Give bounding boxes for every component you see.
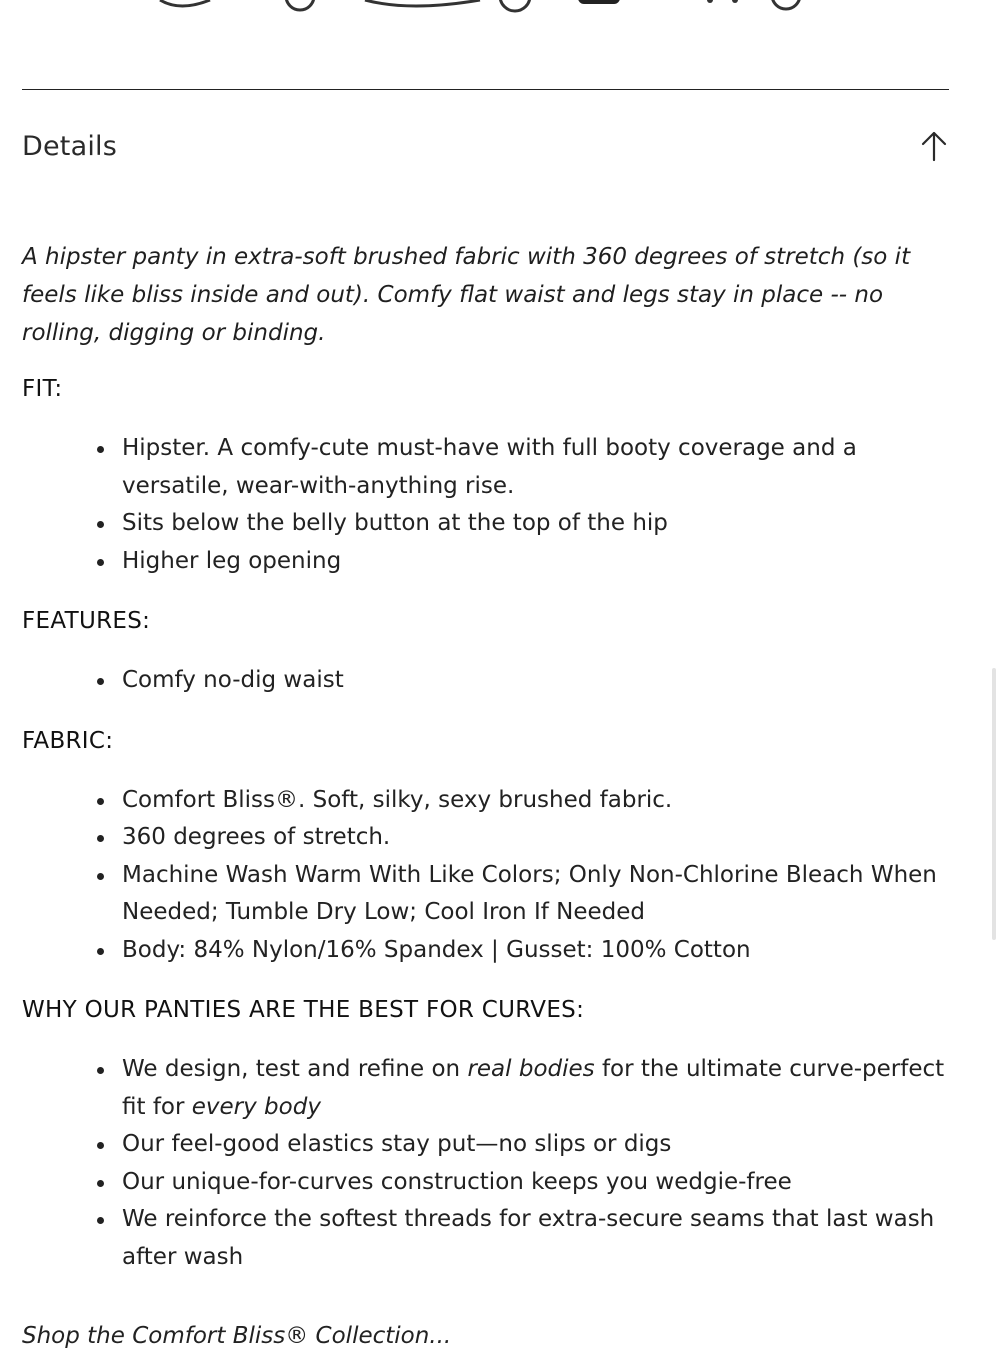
- care-square-icon: [578, 0, 620, 4]
- care-circle-icon: [286, 0, 314, 10]
- list-item: Our feel-good elastics stay put—no slips or digs: [122, 1126, 957, 1164]
- features-heading: FEATURES:: [22, 608, 151, 634]
- arrow-up-icon[interactable]: [919, 129, 949, 163]
- details-accordion-header[interactable]: [22, 116, 949, 176]
- list-item: We reinforce the softest threads for extra-secure seams that last wash after wash: [122, 1201, 957, 1276]
- scrollbar[interactable]: [992, 668, 996, 940]
- fit-heading: FIT:: [22, 376, 63, 402]
- fit-list: [22, 430, 957, 580]
- list-item: Sits below the belly button at the top of the hip: [122, 505, 957, 543]
- list-item: Body: 84% Nylon/16% Spandex | Gusset: 100% Cotton: [122, 932, 957, 970]
- emphasis-text: real bodies: [467, 1056, 595, 1082]
- list-item: Machine Wash Warm With Like Colors; Only Non-Chlorine Bleach When Needed; Tumble Dry Low; Cool Iron If Needed: [122, 857, 957, 932]
- list-item: Higher leg opening: [122, 543, 957, 581]
- care-icons-strip: [150, 0, 850, 8]
- curves-heading: WHY OUR PANTIES ARE THE BEST FOR CURVES:: [22, 997, 585, 1023]
- details-title: Details: [22, 130, 118, 162]
- features-list: [22, 662, 957, 700]
- section-divider: [22, 89, 949, 90]
- details-content: [22, 238, 957, 1300]
- curves-item-text: We design, test and refine on: [122, 1056, 468, 1082]
- care-symbol-icon: [160, 0, 210, 6]
- product-description: A hipster panty in extra-soft brushed fabric with 360 degrees of stretch (so it feels like bliss inside and out). Comfy flat waist and legs stay in place -- no rolling, digging or binding.: [22, 244, 911, 346]
- list-item: Hipster. A comfy-cute must-have with full booty coverage and a versatile, wear-with-anything rise.: [122, 430, 957, 505]
- curves-item-text: for the ultimate curve-perfect fit for: [122, 1056, 945, 1120]
- care-symbol-icon: [365, 0, 480, 6]
- fabric-heading: FABRIC:: [22, 727, 114, 754]
- list-item: 360 degrees of stretch.: [122, 819, 957, 857]
- cutoff-text: Shop the Comfort Bliss® Collection...: [22, 1323, 452, 1349]
- list-item: [122, 1051, 957, 1126]
- care-circle-icon: [500, 0, 530, 11]
- list-item: Comfort Bliss®. Soft, silky, sexy brushed fabric.: [122, 782, 957, 820]
- care-circle-icon: [772, 0, 800, 9]
- list-item: Our unique-for-curves construction keeps you wedgie-free: [122, 1164, 957, 1202]
- curves-list: [22, 1051, 957, 1276]
- fabric-list: [22, 782, 957, 970]
- emphasis-text: every body: [191, 1093, 321, 1120]
- list-item: Comfy no-dig waist: [122, 662, 957, 700]
- care-symbol-icon: [707, 0, 738, 3]
